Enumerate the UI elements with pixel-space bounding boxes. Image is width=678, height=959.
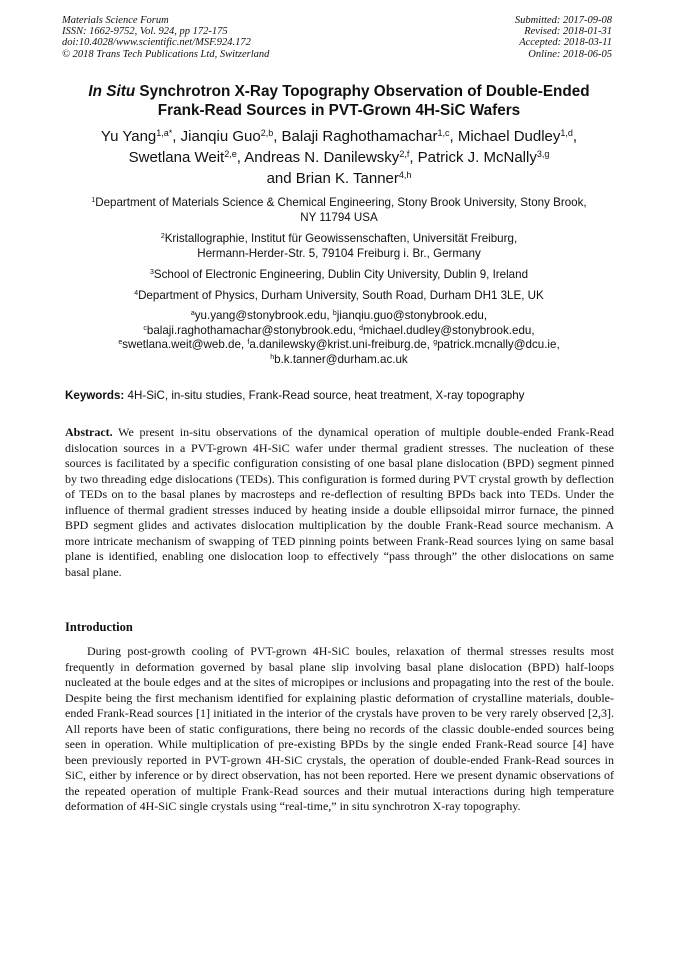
email-sup: h (270, 353, 275, 361)
affiliation-line: Department of Materials Science & Chemical Engineering, Stony Brook University, Stony Brook, (95, 196, 587, 209)
author-connector: and (266, 170, 292, 187)
abstract-label: Abstract. (65, 425, 113, 439)
date-revised: Revised: 2018-01-31 (524, 26, 612, 38)
author-sup: 2,e (224, 149, 237, 160)
email-link[interactable]: a.danilewsky@krist.uni-freiburg.de (249, 338, 427, 351)
email-sup: g (433, 339, 438, 347)
affiliation-1 (40, 195, 638, 225)
affiliation-4 (40, 288, 638, 303)
author-name: Brian K. Tanner (295, 170, 399, 187)
author-sup: 4,h (398, 170, 412, 181)
email-link[interactable]: michael.dudley@stonybrook.edu (362, 323, 532, 337)
author-list: Yu Yang$^{1,a*}$, Jianqiu Guo$^{2,b}$, Balaji Raghothamachar$^{1,c}$, Michael Dudley$^{1,d}$, Swetlana Weit$^{2,e}$, Andreas N. Danilewsky$^{2,f}$, Patrick J. McNally$^{3,g}$ and Brian K. Tanner$^{4,h}$ (100, 128, 578, 187)
date-accepted: Accepted: 2018-03-11 (519, 37, 612, 49)
email-list: $^a$yu.yang@stonybrook.edu, $^b$jianqiu.guo@stonybrook.edu, $^c$balaji.raghothamachar@stonybrook.edu, $^d$michael.dudley@stonybrook.edu, $^e$swetlana.weit@web.de, $^f$a.danilewsky@krist.uni-freiburg.de, $^g$patrick.mcnally@dcu.ie, $^h$b.k.tanner@durham.ac.uk (118, 309, 560, 366)
affiliation-line: Department of Physics, Durham University, South Road, Durham DH1 3LE, UK (138, 289, 544, 302)
journal-info (62, 15, 269, 60)
abstract-text: We present in-situ observations of the dynamical operation of multiple double-ended Frank-Read dislocation sources in a PVT-grown 4H-SiC wafer under thermal gradient stresses. The nucleation of these sources is facilitated by a specific configuration consisting of one basal plane dislocation (BPD) segment pinned by two threading edge dislocations (TEDs). This configuration is formed during PVT crystal growth by deflection of TEDs on to the basal planes by macrosteps and re-deflection of resulting BPDs back into TEDs. Under the influence of thermal gradient stresses induced by heating inside a double ellipsoidal mirror furnace, the pinned BPD segment glides and activates dislocation multiplication by the double Frank-Read source mechanism. A more intricate mechanism of swapping of TED pinning points between Frank-Read sources lying on same basal plane is identified, enabling one dislocation loop to effectively “pass through” the other dislocations on same basal plane. (65, 425, 614, 579)
paper-title (40, 82, 638, 120)
email-sup: d (359, 324, 363, 332)
author-sup: 1,c (437, 128, 450, 139)
publication-dates (515, 15, 612, 60)
affiliation-sup: 4 (134, 290, 139, 298)
email-sup: a (190, 310, 195, 318)
keywords (65, 388, 625, 403)
email-sup: c (143, 324, 147, 332)
author-name: Swetlana Weit (128, 149, 225, 166)
date-online: Online: 2018-06-05 (528, 48, 612, 60)
author-name: Jianqiu Guo (180, 128, 261, 145)
email-link[interactable]: balaji.raghothamachar@stonybrook.edu (146, 323, 353, 337)
affiliation-line: NY 11794 USA (300, 211, 378, 224)
title-line1: Synchrotron X-Ray Topography Observation of Double-Ended (135, 83, 590, 100)
author-name: Andreas N. Danilewsky (244, 149, 400, 166)
introduction-heading: Introduction (65, 620, 133, 634)
abstract (65, 425, 614, 580)
affiliation-2 (40, 231, 638, 261)
author-sup: 2,f (399, 149, 410, 160)
journal-copyright: © 2018 Trans Tech Publications Ltd, Switzerland (62, 48, 270, 60)
email-sup: b (332, 310, 337, 318)
affiliation-line: Hermann-Herder-Str. 5, 79104 Freiburg i. Br., Germany (197, 247, 481, 260)
keywords-text: 4H-SiC, in-situ studies, Frank-Read source, heat treatment, X-ray topography (127, 389, 525, 402)
affiliation-sup: 2 (160, 233, 165, 241)
author-sup: 1,a* (156, 128, 173, 139)
journal-issn: ISSN: 1662-9752, Vol. 924, pp 172-175 (62, 26, 228, 38)
author-name: Balaji Raghothamachar (281, 128, 438, 145)
affiliation-line: Kristallographie, Institut für Geowissenschaften, Universität Freiburg, (164, 232, 518, 245)
email-link[interactable]: swetlana.weit@web.de (122, 338, 241, 351)
author-sup: 1,d (560, 128, 573, 139)
affiliation-sup: 1 (91, 197, 96, 205)
author-name: Yu Yang (100, 128, 157, 145)
author-name: Patrick J. McNally (417, 149, 537, 166)
email-sup: e (118, 339, 123, 347)
affiliation-sup: 3 (149, 269, 154, 277)
journal-name: Materials Science Forum (62, 15, 169, 26)
affiliation-3 (40, 267, 638, 282)
title-italic: In Situ (88, 83, 136, 100)
title-line2: Frank-Read Sources in PVT-Grown 4H-SiC Wafers (157, 102, 521, 119)
author-sup: 3,g (536, 149, 550, 160)
affiliation-line: School of Electronic Engineering, Dublin City University, Dublin 9, Ireland (153, 268, 529, 281)
email-link[interactable]: yu.yang@stonybrook.edu (194, 309, 327, 322)
introduction-text: During post-growth cooling of PVT-grown 4H-SiC boules, relaxation of thermal stresses results most frequently in deformation governed by basal plane slip involving basal plane dislocation (BPD) half-loops nucleated at the boule edges and at the sites of micropipes or inclusions and propagating into the rest of the boule. Despite being the first mechanism identified for explaining plastic deformation of crystalline materials, double-ended Frank-Read sources [1] initiated in the interior of the crystals have proven to be very rarely observed [2,3]. All reports have been of static configurations, there being no records of the classic double-ended sources being seen in operation. While multiplication of pre-existing BPDs by the single ended Frank-Read source [4] have been previously reported in PVT-grown 4H-SiC crystals, the operation of double-ended Frank-Read sources in SiC, either by inference or by direct observation, has not been reported. Here we present dynamic observations of the repeated operation of multiple Frank-Read sources and their mutual interactions during high temperature deformation of 4H-SiC single crystals using “real-time,” in situ synchrotron X-ray topography. (65, 644, 614, 813)
journal-doi: doi:10.4028/www.scientific.net/MSF.924.172 (62, 37, 251, 49)
author-name: Michael Dudley (457, 128, 561, 145)
author-sup: 2,b (260, 128, 274, 139)
email-link[interactable]: b.k.tanner@durham.ac.uk (274, 352, 408, 366)
date-submitted: Submitted: 2017-09-08 (514, 15, 612, 26)
keywords-label: Keywords: (65, 389, 125, 402)
email-link[interactable]: jianqiu.guo@stonybrook.edu (336, 309, 484, 322)
email-link[interactable]: patrick.mcnally@dcu.ie (437, 338, 557, 351)
email-sup: f (247, 339, 250, 347)
